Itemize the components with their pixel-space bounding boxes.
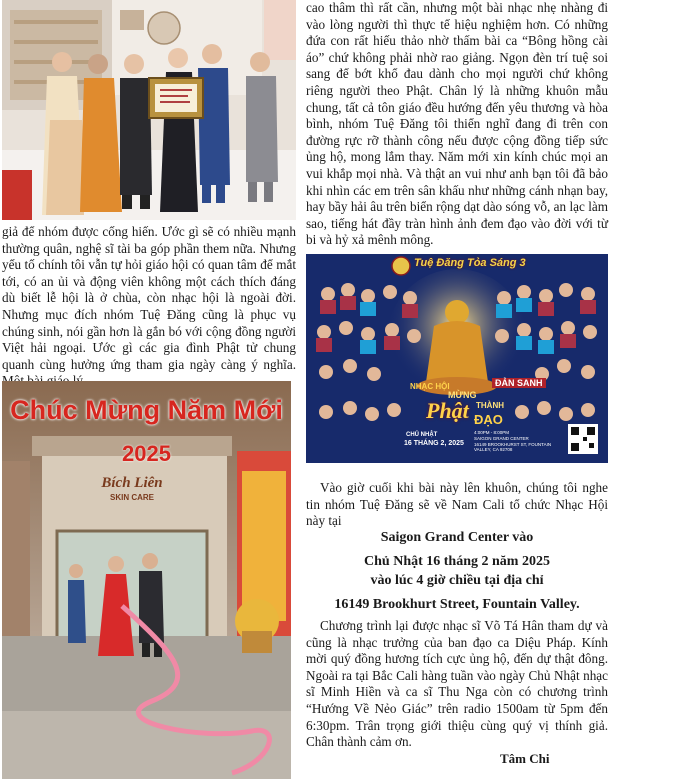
event-closing bbox=[306, 618, 608, 751]
event-intro bbox=[306, 480, 608, 530]
event-closing-text: Chương trình lại được nhạc sĩ Võ Tá Hân tham dự và cũng là nhạc trưởng của ban đạo ca Diệu Pháp. Kính mời quý đồng hương tích cực ủng hộ, đến dự thật đông. Ngoài ra tại Bắc Cali hàng tuần vào ngày Chủ Nhật nhạc sĩ Minh Hiền và ca sĩ Thu Nga còn có chương trình “Hướng Về Nẻo Giác” trên radio 1500am từ 5pm đến 6:30pm. Trân trọng giới thiệu cùng quý vị thính giả. Chân thành cảm ơn. bbox=[306, 618, 608, 750]
concert-poster-art bbox=[306, 254, 608, 463]
event-line-2: Chủ Nhật 16 tháng 2 năm 2025 bbox=[364, 554, 550, 569]
shop-sign-sub: SKIN CARE bbox=[109, 493, 154, 502]
new-year-photo bbox=[2, 381, 291, 779]
left-column-text bbox=[2, 224, 296, 372]
event-line-3: vào lúc 4 giờ chiều tại địa chỉ bbox=[370, 573, 544, 588]
event-intro-text: Vào giờ cuối khi bài này lên khuôn, chúng tôi nghe tin nhóm Tuệ Đăng sẽ về Nam Cali tổ chức Nhạc Hội này tại bbox=[306, 480, 608, 529]
concert-poster bbox=[306, 254, 608, 463]
poster-date-day: CHỦ NHẬT bbox=[406, 432, 438, 438]
poster-dao: ĐẠO bbox=[474, 412, 503, 427]
event-line-4: 16149 Brookhurt Street, Fountain Valley. bbox=[334, 597, 580, 612]
right-column-text bbox=[306, 0, 608, 248]
poster-mung: MỪNG bbox=[448, 390, 477, 400]
poster-dan-sanh: ĐẢN SANH bbox=[492, 378, 546, 388]
poster-nhac-hoi: NHẠC HỘI bbox=[410, 382, 450, 391]
poster-phat: Phật bbox=[426, 398, 469, 423]
right-paragraph: cao thâm thì rất cần, nhưng một bài nhạc nhẹ nhàng đi vào lòng người thì thực tế hiệu nghiệm hơn. Có những đứa con rất hiếu thảo nhờ thấm bài ca “Bông hồng cài áo” chứ không phải nhờ rao giảng. Ngọn đèn trí tuệ soi sang để bớt khổ đau dành cho mọi người chứ không riêng người theo Phật. Chân lý là những khuôn mẫu chung, tất cả tôn giáo đều hướng đến yêu thương và hòa bình, nhóm Tuệ Đăng tôi thiển nghĩ đang đi trên con đường rực rỡ thành công nếu được cộng đồng tiếp sức ủng hộ, mong lắm thay. Năm mới xin kính chúc mọi an vui khắp mọi nhà. Và thật an vui như anh bạn tôi đã bảo khi nhìn các em trên sân khấu như những cánh nhạn bay, hay bầy hải âu trên biển rộng dạt dào sóng vỗ, an lạc làm sao, tiếng hát đầy tràn hình ảnh đem đạo vào đời với từ bi và hỷ xả mênh mông. bbox=[306, 0, 608, 248]
new-year-year: 2025 bbox=[122, 441, 171, 466]
shop-sign: Bích Liên bbox=[101, 475, 163, 491]
poster-thanh: THÀNH bbox=[476, 401, 504, 410]
event-line-1: Saigon Grand Center vào bbox=[380, 530, 534, 545]
ceremony-photo bbox=[2, 0, 296, 220]
poster-venue-1: 4:00PM - 8:00PM bbox=[474, 430, 510, 435]
new-year-banner: Chúc Mừng Năm Mới bbox=[10, 395, 283, 425]
ceremony-photo-art bbox=[2, 0, 296, 220]
author-signature: Tâm Chi bbox=[500, 751, 550, 766]
poster-date-num: 16 THÁNG 2, 2025 bbox=[404, 440, 464, 447]
poster-venue-3: 16149 BROOKHURST ST, FOUNTAIN VALLEY, CA 92708 bbox=[474, 442, 552, 452]
poster-venue-2: SAIGON GRAND CENTER bbox=[474, 436, 529, 441]
poster-top-title: Tuệ Đăng Tỏa Sáng 3 bbox=[414, 257, 526, 269]
left-paragraph: giả để nhóm được cống hiến. Ước gì sẽ có nhiều mạnh thường quân, nghệ sĩ tài ba góp phần them nữa. Nhưng yếu tố chính tôi vẫn tự hỏi giáo hội có quan tâm để mắt tới, có an ủi và động viên không một cách thích đáng dù biết lễ hội là ở chùa, còn nhạc hội là ngoài đời. Nhưng mục đích nhóm Tuệ Đăng cũng là phục vụ chúng sinh, nói gần hơn là gắn bó với cộng đồng người Việt hải ngoại. Ước gì các gia đình Phật tử chung quanh cùng hưởng ứng tham gia ngày càng ý nghĩa. bbox=[2, 224, 296, 372]
